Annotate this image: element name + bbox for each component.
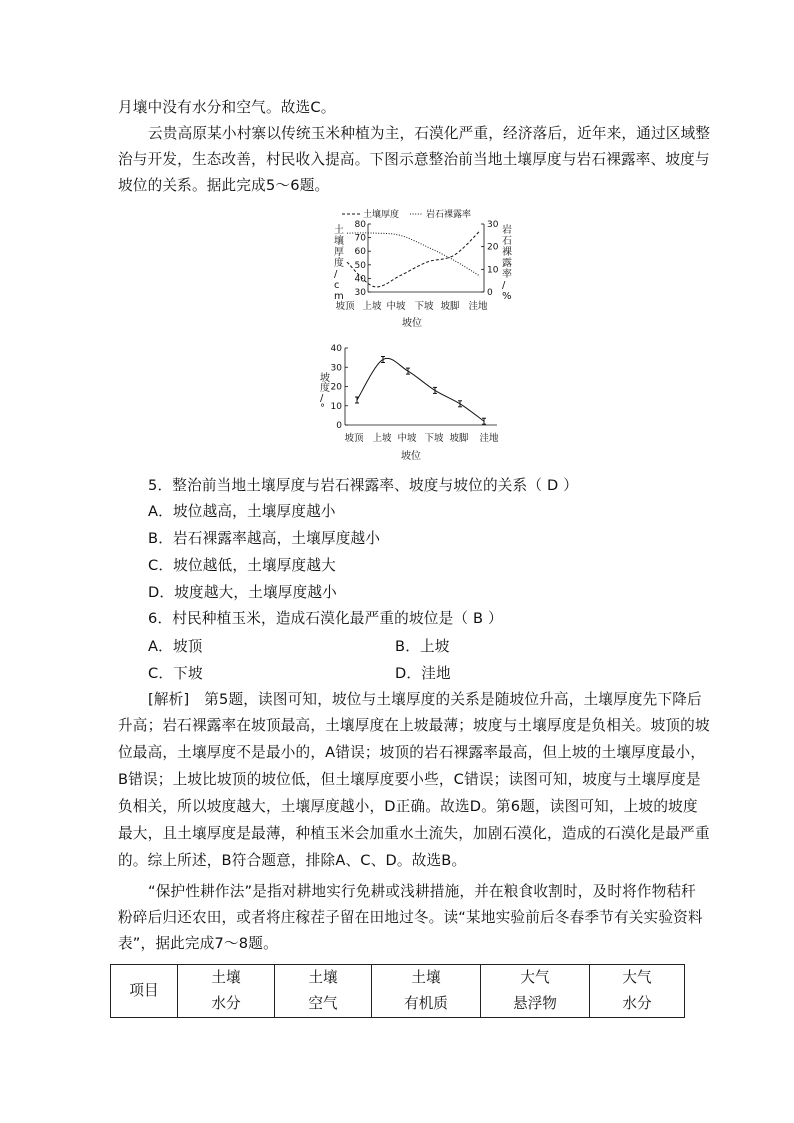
table-cell xyxy=(481,965,590,1018)
explanation-line: 最大，且土壤厚度是最薄，种植玉米会加重水土流失，加剧石漠化，造成的石漠化是最严重 xyxy=(118,825,710,842)
chart-legend xyxy=(342,208,471,220)
x-tick-label: 洼地 xyxy=(468,301,488,312)
y-tick-label: 30 xyxy=(354,288,366,298)
y-tick-label: 80 xyxy=(354,220,366,230)
y-tick-label: 20 xyxy=(330,382,342,393)
header-label: 土壤 xyxy=(211,969,241,986)
x-tick-label: 下坡 xyxy=(414,301,434,312)
y-tick-label: 30 xyxy=(487,220,499,230)
y-tick-label: 10 xyxy=(487,265,499,276)
legend-label: 土壤厚度 xyxy=(363,210,400,220)
soil-thickness-rock-exposure-chart xyxy=(330,205,520,330)
passage-line: 表”，据此完成7～8题。 xyxy=(118,935,278,952)
text-line: 坡位的关系。据此完成5～6题。 xyxy=(118,177,330,194)
option-6a: A．坡顶 xyxy=(148,638,203,655)
series-line-rock-exposure xyxy=(347,233,480,276)
table-cell xyxy=(178,965,275,1018)
question-6: 6．村民种植玉米，造成石漠化最严重的坡位是（ B ） xyxy=(148,610,503,627)
x-tick-label: 中坡 xyxy=(386,301,406,312)
y-tick-label: 20 xyxy=(487,242,499,253)
table-cell xyxy=(372,965,481,1018)
explanation-line: 的。综上所述，B符合题意，排除A、C、D。故选B。 xyxy=(118,852,467,869)
x-tick-label: 坡顶 xyxy=(335,301,355,312)
header-label: 项目 xyxy=(129,982,159,999)
header-label: 水分 xyxy=(622,995,652,1012)
y-tick-label: 40 xyxy=(330,344,342,354)
header-label: 空气 xyxy=(308,995,338,1012)
table-cell xyxy=(111,965,178,1018)
x-tick-label: 洼地 xyxy=(479,433,499,444)
header-label: 土壤 xyxy=(308,969,338,986)
y-tick-label: 70 xyxy=(354,233,366,244)
y-tick-label: 40 xyxy=(354,274,366,285)
y-axis-label-right: 岩石裸露率/ % xyxy=(502,225,512,302)
y-axis-label: 坡度/ ° xyxy=(320,373,330,414)
y-tick-label: 0 xyxy=(336,421,342,431)
experiment-data-table xyxy=(110,964,685,1018)
table-header-row xyxy=(111,965,685,1018)
table-cell xyxy=(590,965,685,1018)
series-line-slope xyxy=(357,358,484,421)
explanation-line: [解析] 第5题，读图可知，坡位与土壤厚度的关系是随坡位升高，土壤厚度先下降后 xyxy=(148,691,702,708)
passage-line: 粉碎后归还农田，或者将庄稼茬子留在田地过冬。读“某地实验前后冬春季节有关实验资料 xyxy=(118,909,703,926)
option-6c: C．下坡 xyxy=(148,665,203,682)
x-tick-label: 中坡 xyxy=(397,433,417,444)
y-tick-label: 10 xyxy=(330,401,342,412)
header-label: 悬浮物 xyxy=(513,995,557,1012)
legend-label: 岩石裸露率 xyxy=(426,210,472,220)
slope-gradient-chart xyxy=(312,340,512,462)
y-tick-label: 50 xyxy=(354,260,366,271)
header-label: 水分 xyxy=(211,995,241,1012)
text-line: 月壤中没有水分和空气。故选C。 xyxy=(118,99,336,116)
option-5c: C．坡位越低，土壤厚度越大 xyxy=(148,557,336,574)
x-tick-label: 坡脚 xyxy=(440,301,460,312)
explanation-line: B错误；上坡比坡顶的坡位低，但土壤厚度要小些，C错误；读图可知，坡度与土壤厚度是 xyxy=(118,771,701,788)
question-5: 5．整治前当地土壤厚度与岩石裸露率、坡度与坡位的关系（ D ） xyxy=(148,477,579,494)
explanation-line: 负相关，所以坡度越大，土壤厚度越小，D正确。故选D。第6题，读图可知，上坡的坡度 xyxy=(118,798,698,815)
y-tick-label: 60 xyxy=(354,247,366,258)
header-label: 有机质 xyxy=(404,995,448,1012)
x-axis-label: 坡位 xyxy=(402,318,422,329)
series-line-soil-thickness xyxy=(347,231,480,287)
option-5b: B．岩石裸露率越高，土壤厚度越小 xyxy=(148,530,381,547)
option-6d: D．洼地 xyxy=(395,665,451,682)
text-line: 云贵高原某小村寨以传统玉米种植为主，石漠化严重，经济落后，近年来，通过区域整 xyxy=(148,125,711,142)
y-axis-label-left: 土壤厚度/ c m xyxy=(334,225,344,302)
y-tick-label: 30 xyxy=(330,363,342,374)
explanation-line: 位最高，土壤厚度不是最小的，A错误；坡顶的岩石裸露率最高，但上坡的土壤厚度最小， xyxy=(118,744,706,761)
option-5a: A．坡位越高，土壤厚度越小 xyxy=(148,503,336,520)
x-tick-label: 上坡 xyxy=(362,301,382,312)
x-axis-label: 坡位 xyxy=(401,451,421,462)
y-tick-label: 0 xyxy=(487,288,493,298)
option-5d: D．坡度越大，土壤厚度越小 xyxy=(148,584,337,601)
passage-line: “保护性耕作法”是指对耕地实行免耕或浅耕措施，并在粮食收割时，及时将作物秸秆 xyxy=(148,883,697,900)
x-tick-label: 坡脚 xyxy=(449,433,469,444)
header-label: 土壤 xyxy=(411,969,441,986)
x-tick-label: 坡顶 xyxy=(344,433,364,444)
header-label: 大气 xyxy=(520,969,550,986)
table-cell xyxy=(275,965,372,1018)
explanation-line: 升高；岩石裸露率在坡顶最高，土壤厚度在上坡最薄；坡度与土壤厚度是负相关。坡顶的坡 xyxy=(118,717,710,734)
header-label: 大气 xyxy=(622,969,652,986)
option-6b: B．上坡 xyxy=(395,638,450,655)
text-line: 治与开发，生态改善，村民收入提高。下图示意整治前当地土壤厚度与岩石裸露率、坡度与 xyxy=(118,151,710,168)
x-tick-label: 上坡 xyxy=(372,433,392,444)
x-tick-label: 下坡 xyxy=(424,433,444,444)
